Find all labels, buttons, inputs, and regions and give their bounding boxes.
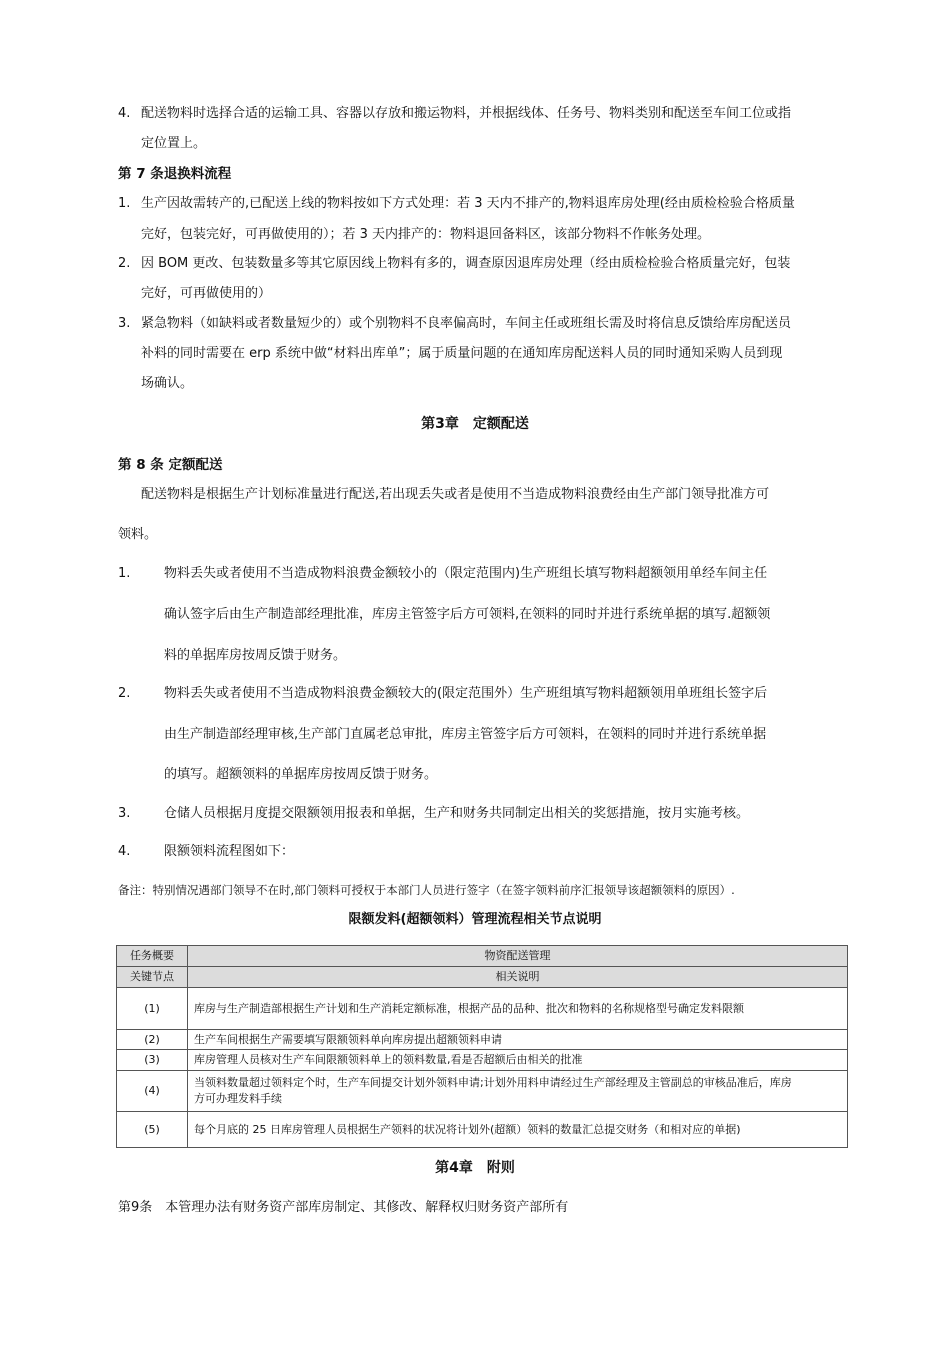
desc-cell: 库房与生产制造部根据生产计划和生产消耗定额标准，根据产品的品种、批次和物料的名称规格型号确定发料限额	[188, 988, 848, 1030]
node-cell: (5)	[117, 1112, 188, 1148]
table-header-cell: 物资配送管理	[188, 946, 848, 967]
desc-cell: 生产车间根据生产需要填写限额领料单向库房提出超额领料申请	[188, 1030, 848, 1050]
item-text-line: 配送物料时选择合适的运输工具、容器以存放和搬运物料，并根据线体、任务号、物料类别和配送至车间工位或指	[141, 106, 792, 121]
node-description-table	[116, 945, 848, 1148]
article-8-title: 第 8 条 定额配送	[118, 457, 223, 473]
table-row	[117, 1112, 848, 1148]
item-number: 4.	[118, 106, 131, 121]
item-number: 3.	[118, 806, 131, 821]
node-cell: (1)	[117, 988, 188, 1030]
table-row	[117, 988, 848, 1030]
chapter-4-title: 第4章 附则	[435, 1160, 515, 1176]
desc-cell: 库房管理人员核对生产车间限额领料单上的领料数量,看是否超额后由相关的批准	[188, 1050, 848, 1071]
item-text-line: 场确认。	[141, 376, 194, 391]
node-cell: (3)	[117, 1050, 188, 1071]
table-header-cell: 关键节点	[117, 967, 188, 988]
table-header-cell: 相关说明	[188, 967, 848, 988]
item-text-line: 补料的同时需要在 erp 系统中做“材料出库单”；属于质量问题的在通知库房配送料人员的同时通知采购人员到现	[141, 346, 783, 361]
table-header-cell: 任务概要	[117, 946, 188, 967]
desc-cell: 每个月底的 25 日库房管理人员根据生产领料的状况将计划外(超额）领料的数量汇总提交财务（和相对应的单据)	[188, 1112, 848, 1148]
item-text-line: 紧急物料（如缺料或者数量短少的）或个别物料不良率偏高时，车间主任或班组长需及时将信息反馈给库房配送员	[141, 316, 792, 331]
item-number: 3.	[118, 316, 131, 331]
item-text-line: 物料丢失或者使用不当造成物料浪费金额较大的(限定范围外）生产班组填写物料超额领用单班组长签字后	[164, 686, 768, 701]
desc-line: 方可办理发料手续	[194, 1092, 282, 1105]
item-number: 4.	[118, 844, 131, 859]
table-row	[117, 1050, 848, 1071]
desc-cell	[188, 1071, 848, 1112]
item-text-line: 料的单据库房按周反馈于财务。	[164, 648, 347, 663]
item-number: 2.	[118, 686, 131, 701]
item-text-line: 完好，可再做使用的）	[141, 286, 272, 301]
intro-line: 配送物料是根据生产计划标准量进行配送,若出现丢失或者是使用不当造成物料浪费经由生产部门领导批准方可	[141, 487, 770, 502]
table-row	[117, 1071, 848, 1112]
table-header-row	[117, 946, 848, 967]
item-text-line: 物料丢失或者使用不当造成物料浪费金额较小的（限定范围内)生产班组长填写物料超额领用单经车间主任	[164, 566, 768, 581]
item-text-line: 仓储人员根据月度提交限额领用报表和单据，生产和财务共同制定出相关的奖惩措施，按月实施考核。	[164, 806, 750, 821]
table-row	[117, 1030, 848, 1050]
node-cell: (4)	[117, 1071, 188, 1112]
article-9-text: 第9条 本管理办法有财务资产部库房制定、其修改、解释权归财务资产部所有	[118, 1200, 569, 1215]
item-text-line: 完好，包装完好，可再做使用的）；若 3 天内排产的：物料退回备料区，该部分物料不作帐务处理。	[141, 227, 711, 242]
item-text-line: 由生产制造部经理审核,生产部门直属老总审批，库房主管签字后方可领料，在领料的同时并进行系统单据	[164, 727, 767, 742]
table-header-row	[117, 967, 848, 988]
item-text-line: 确认签字后由生产制造部经理批准，库房主管签字后方可领料,在领料的同时并进行系统单据的填写.超额领	[164, 607, 771, 622]
item-number: 1.	[118, 566, 131, 581]
table-caption: 限额发料(超额领料）管理流程相关节点说明	[348, 912, 602, 927]
node-cell: (2)	[117, 1030, 188, 1050]
remark-note: 备注：特别情况遇部门领导不在时,部门领料可授权于本部门人员进行签字（在签字领料前序汇报领导该超额领料的原因）.	[118, 883, 735, 897]
desc-line: 当领料数量超过领料定个时，生产车间提交计划外领料申请;计划外用料申请经过生产部经理及主管副总的审核品准后，库房	[194, 1076, 792, 1089]
item-text-line: 限额领料流程图如下：	[164, 844, 295, 859]
item-number: 2.	[118, 256, 131, 271]
item-text-line: 因 BOM 更改、包装数量多等其它原因线上物料有多的，调查原因退库房处理（经由质检检验合格质量完好，包装	[141, 256, 791, 271]
chapter-3-title: 第3章 定额配送	[421, 416, 529, 432]
intro-line: 领料。	[118, 527, 158, 542]
item-text-line: 生产因故需转产的,已配送上线的物料按如下方式处理：若 3 天内不排产的,物料退库房处理(经由质检检验合格质量	[141, 196, 795, 211]
item-number: 1.	[118, 196, 131, 211]
article-7-title: 第 7 条退换料流程	[118, 166, 232, 182]
item-text-line: 的填写。超额领料的单据库房按周反馈于财务。	[164, 767, 438, 782]
item-text-line: 定位置上。	[141, 136, 207, 151]
